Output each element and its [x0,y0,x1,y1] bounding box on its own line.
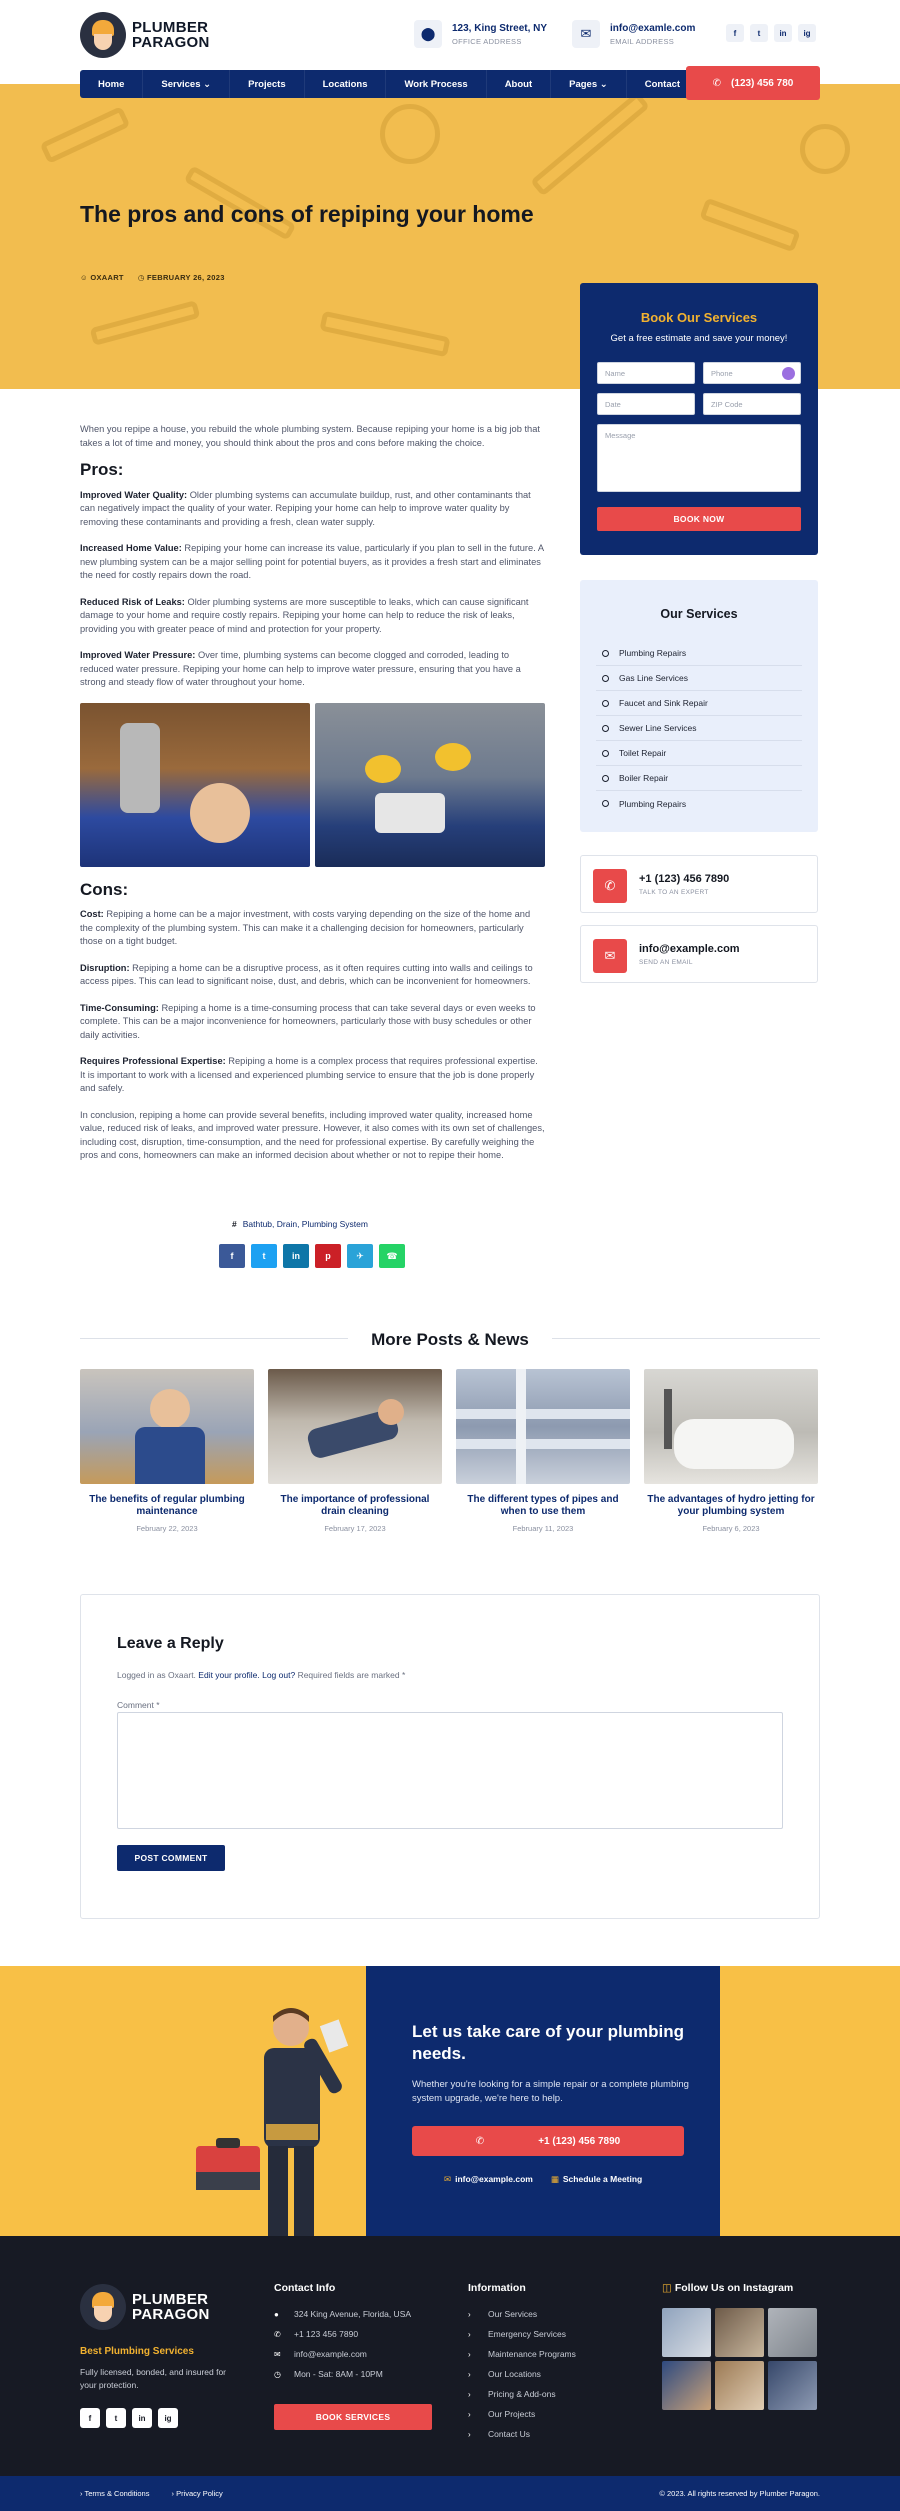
book-now-button[interactable]: BOOK NOW [597,507,801,531]
instagram-photo[interactable] [715,2308,764,2357]
logo-mascot-icon [80,2284,126,2330]
footer-contact-list [274,2304,411,2384]
phone-icon: ✆ [712,77,722,89]
address-label: OFFICE ADDRESS [452,36,522,46]
plumber-illustration [196,1996,366,2236]
nav-call-button[interactable] [686,66,820,100]
footer-logo[interactable]: PLUMBER PARAGON [80,2284,210,2330]
post-image[interactable] [268,1369,442,1484]
circle-icon [602,800,609,807]
cta-email-link[interactable]: ✉ info@example.com [444,2174,533,2184]
book-services-button[interactable]: BOOK SERVICES [274,2404,432,2430]
site-logo[interactable] [80,12,210,58]
con-item: Disruption: Repiping a home can be a disruptive process, as it often requires cutting into walls and ceilings to access pipes. This can lead to significant noise, dust, and debris, which can be inconvenient for homeowners. [80,962,533,986]
post-date: ◷ FEBRUARY 26, 2023 [137,273,225,282]
privacy-link[interactable]: › Privacy Policy [171,2489,223,2498]
phone-icon: ✆ [593,869,627,903]
facebook-icon[interactable]: f [726,24,744,42]
email-address[interactable] [572,20,695,48]
article-photos [80,703,545,867]
service-item[interactable]: Sewer Line Services [596,716,802,741]
circle-icon [602,775,609,782]
circle-icon [602,675,609,682]
office-address [414,20,547,48]
clock-icon: ◷ [274,2369,281,2379]
footer-hours: ◷ Mon - Sat: 8AM - 10PM [274,2369,383,2379]
phone-contact-card[interactable] [580,855,818,913]
reply-title: Leave a Reply [117,1635,224,1652]
post-image[interactable] [456,1369,630,1484]
con-item: Cost: Repiping a home can be a major investment, with costs varying depending on the size of the home and the complexity of the plumbing system. This can make it a challenging decision for homeowners, particularly those on a tight budget. [80,909,531,946]
con-item: Time-Consuming: Repiping a home is a time-consuming process that can take several days or even weeks to complete. This can be a major inconvenience for homeowners, particularly those with busy schedules or other daily activities. [80,1002,536,1040]
user-icon: ☺ [80,273,91,282]
services-title: Our Services [660,607,738,621]
booking-subtitle: Get a free estimate and save your money! [610,333,788,344]
cta-panel [366,1966,720,2236]
phone-number: +1 (123) 456 7890 [639,873,730,885]
service-item[interactable]: Gas Line Services [596,666,802,691]
post-image[interactable] [80,1369,254,1484]
facebook-icon[interactable]: f [80,2408,100,2428]
mail-icon: ✉ [593,939,627,973]
contact-heading: Contact Info [274,2282,336,2294]
cta-meeting-link[interactable]: ▦ Schedule a Meeting [550,2174,643,2184]
cta-text: Whether you're looking for a simple repair or a complete plumbing system upgrade, we're here to help. [412,2079,689,2104]
nav-about[interactable]: About [487,70,551,98]
share-linkedin-icon[interactable]: in [283,1244,309,1268]
pro-item: Reduced Risk of Leaks: Older plumbing systems are more susceptible to leaks, which can cause significant damage to your home and require costly repairs. Repiping your home can help to reduce the risk of leaks, providing you with greater peace of mind and protection for your property. [80,596,529,634]
information-heading: Information [468,2282,526,2294]
footer-link[interactable]: › Our Locations [468,2369,541,2379]
page-title: The pros and cons of repiping your home [80,201,534,227]
email-label: SEND AN EMAIL [639,959,693,966]
post-card[interactable] [80,1369,254,1533]
pro-item: Improved Water Pressure: Over time, plumbing systems can become clogged and corroded, leading to reduced water pressure. Repiping your home can help to improve water pressure, ensuring that you have a strong and steady flow of water throughout your home. [80,650,521,687]
circle-icon [602,750,609,757]
logo-line-2: PARAGON [132,34,210,51]
chevron-right-icon: › [468,2409,471,2419]
post-title[interactable]: The benefits of regular plumbing maintenance [89,1494,245,1517]
service-item[interactable]: Faucet and Sink Repair [596,691,802,716]
footer-socials [80,2408,178,2428]
more-posts-title: More Posts & News [371,1330,529,1349]
circle-icon [602,725,609,732]
logo-line-1: PLUMBER [132,19,209,36]
nav-locations[interactable]: Locations [305,70,387,98]
pro-item: Increased Home Value: Repiping your home can increase its value, particularly if you plan to sell in the future. A new plumbing system can be a major selling point for potential buyers, as it provides a fresh start and eliminates the need for costly repairs down the road. [80,543,544,580]
post-date: February 17, 2023 [324,1524,386,1533]
share-pinterest-icon[interactable]: p [315,1244,341,1268]
article-conclusion: In conclusion, repiping a home can provide several benefits, including improved water quality, increased home value, reduced risk of leaks, and improved water pressure. However, it also comes with its own set of challenges, including cost, disruption, time-consumption, and the need for professional expertise. By carefully weighing the pros and cons, homeowners can make an informed decision about whether or not to repipe their home. [80,1109,545,1160]
header-socials [726,24,816,42]
logo-mascot-icon [80,12,126,58]
service-item[interactable]: Boiler Repair [596,766,802,791]
mail-icon: ✉ [444,2174,452,2184]
post-meta [80,273,225,282]
footer-info-list [468,2304,576,2444]
footer-email[interactable]: ✉ info@example.com [274,2349,367,2359]
nav-call-number: (123) 456 780 [731,77,794,89]
services-widget [580,580,818,832]
cta-title: Let us take care of your plumbing needs. [412,2022,685,2063]
copyright-text: © 2023. All rights reserved by Plumber Paragon. [659,2489,820,2498]
pro-item: Improved Water Quality: Older plumbing systems can accumulate buildup, rust, and other contaminants that can negatively impact the quality of your water. Repiping your home can help to improve water quality by removing these contaminants and providing a fresh, clean water supply. [80,489,531,527]
article-intro: When you repipe a house, you rebuild the whole plumbing system. Because repiping your home is a big job that takes a lot of time and money, you should think about the pros and cons before making the choice. [80,424,540,448]
email-contact-card[interactable] [580,925,818,983]
service-item[interactable]: Toilet Repair [596,741,802,766]
autofill-icon [782,367,795,380]
nav-home[interactable]: Home [80,70,143,98]
article-body [80,423,545,1176]
edit-profile-link[interactable]: Edit your profile. [198,1670,260,1680]
email-address: info@example.com [639,943,740,955]
post-author[interactable]: ☺ OXAART [80,273,124,282]
post-date: February 11, 2023 [512,1524,574,1533]
message-input[interactable]: Message [597,424,801,492]
post-title[interactable]: The importance of professional drain cleaning [280,1494,430,1517]
post-card[interactable] [644,1369,818,1533]
email-label: EMAIL ADDRESS [610,36,675,46]
chevron-right-icon: › [468,2389,471,2399]
post-title[interactable]: The advantages of hydro jetting for your plumbing system [647,1494,815,1517]
instagram-icon[interactable]: ig [158,2408,178,2428]
footer-link[interactable]: › Our Projects [468,2409,536,2419]
email-text[interactable]: info@examle.com [610,22,696,34]
nav-services[interactable]: Services ⌄ [143,70,230,98]
phone-input[interactable]: Phone [703,362,801,384]
twitter-icon[interactable]: t [106,2408,126,2428]
instagram-icon: ◫ [662,2282,675,2294]
instagram-photo[interactable] [768,2308,817,2357]
footer-description: Fully licensed, bonded, and insured for your protection. [80,2367,227,2390]
footer-link[interactable]: › Emergency Services [468,2329,566,2339]
cta-phone-number: +1 (123) 456 7890 [538,2135,621,2147]
footer-link[interactable]: › Pricing & Add-ons [468,2389,556,2399]
footer-tagline: Best Plumbing Services [80,2346,194,2357]
post-card[interactable] [456,1369,630,1533]
phone-label: TALK TO AN EXPERT [639,889,709,896]
name-input[interactable]: Name [597,362,695,384]
pros-heading: Pros: [80,460,124,479]
circle-icon [602,650,609,657]
instagram-photo[interactable] [715,2361,764,2410]
comment-form [80,1594,820,1919]
instagram-photo[interactable] [768,2361,817,2410]
hashtag-icon: # [232,1219,237,1229]
instagram-heading: ◫ Follow Us on Instagram [662,2282,794,2294]
terms-link[interactable]: › Terms & Conditions [80,2489,150,2498]
booking-title: Book Our Services [640,310,758,325]
clock-icon: ◷ [137,273,148,282]
plumber-sink-photo [80,703,310,867]
date-input[interactable]: Date [597,393,695,415]
mail-icon: ✉ [274,2349,281,2359]
footer-link[interactable]: › Maintenance Programs [468,2349,576,2359]
linkedin-icon[interactable]: in [132,2408,152,2428]
reply-meta: Logged in as Oxaart. Edit your profile. Log out? Required fields are marked * [117,1670,406,1680]
chevron-right-icon: › [468,2369,471,2379]
footer-phone[interactable]: ✆ +1 123 456 7890 [274,2329,359,2339]
chevron-right-icon: › [468,2329,471,2339]
share-whatsapp-icon[interactable]: ☎ [379,1244,405,1268]
service-item[interactable]: Plumbing Repairs [596,641,802,666]
footer-address: ● 324 King Avenue, Florida, USA [274,2309,412,2319]
share-telegram-icon[interactable]: ✈ [347,1244,373,1268]
footer-link[interactable]: › Our Services [468,2309,538,2319]
mail-icon: ✉ [572,20,600,48]
comment-textarea[interactable] [117,1712,783,1829]
post-image[interactable] [644,1369,818,1484]
chevron-right-icon: › [80,2489,85,2498]
post-tags [232,1219,368,1229]
address-text: 123, King Street, NY [452,22,548,34]
nav-work-process[interactable]: Work Process [386,70,486,98]
cta-links [444,2174,642,2185]
chevron-right-icon: › [468,2309,471,2319]
cta-section [0,1966,900,2236]
share-facebook-icon[interactable]: f [219,1244,245,1268]
instagram-photo[interactable] [662,2361,711,2410]
phone-icon: ✆ [274,2329,281,2339]
nav-pages[interactable]: Pages ⌄ [551,70,627,98]
location-pin-icon: ● [274,2309,279,2319]
chevron-right-icon: › [171,2489,177,2498]
twitter-icon[interactable]: t [750,24,768,42]
chevron-right-icon: › [468,2429,471,2439]
cons-heading: Cons: [80,879,129,899]
instagram-photo[interactable] [662,2308,711,2357]
con-item: Requires Professional Expertise: Repiping a home is a complex process that requires professional expertise. It is important to work with a licensed and experienced plumbing service to ensure that the job is done properly and safely. [80,1056,538,1093]
footer-link[interactable]: › Contact Us [468,2429,531,2439]
post-card[interactable] [268,1369,442,1533]
chevron-right-icon: › [468,2349,471,2359]
phone-icon: ✆ [475,2135,485,2147]
calendar-icon: ▦ [550,2174,559,2184]
nav-projects[interactable]: Projects [230,70,305,98]
site-footer [0,2236,900,2476]
share-buttons [219,1244,405,1268]
post-title[interactable]: The different types of pipes and when to use them [467,1494,619,1517]
comment-label: Comment * [117,1700,160,1710]
logout-link[interactable]: Log out? [262,1670,296,1680]
instagram-grid [662,2308,817,2410]
tag-links[interactable]: Bathtub, Drain, Plumbing System [242,1219,368,1229]
footer-bottom-bar [0,2476,900,2511]
nav-contact[interactable]: Contact [627,70,699,98]
circle-icon [602,700,609,707]
cta-call-button[interactable] [412,2126,684,2156]
zip-input[interactable]: ZIP Code [703,393,801,415]
location-pin-icon: ⬤ [414,20,442,48]
linkedin-icon[interactable]: in [774,24,792,42]
post-date: February 6, 2023 [702,1524,760,1533]
booking-form [580,283,818,555]
instagram-icon[interactable]: ig [798,24,816,42]
service-item[interactable]: Plumbing Repairs [596,791,802,816]
divider [552,1338,820,1339]
post-date: February 22, 2023 [136,1524,198,1533]
share-twitter-icon[interactable]: t [251,1244,277,1268]
post-comment-button[interactable]: POST COMMENT [117,1845,225,1871]
plumbers-team-photo [315,703,545,867]
